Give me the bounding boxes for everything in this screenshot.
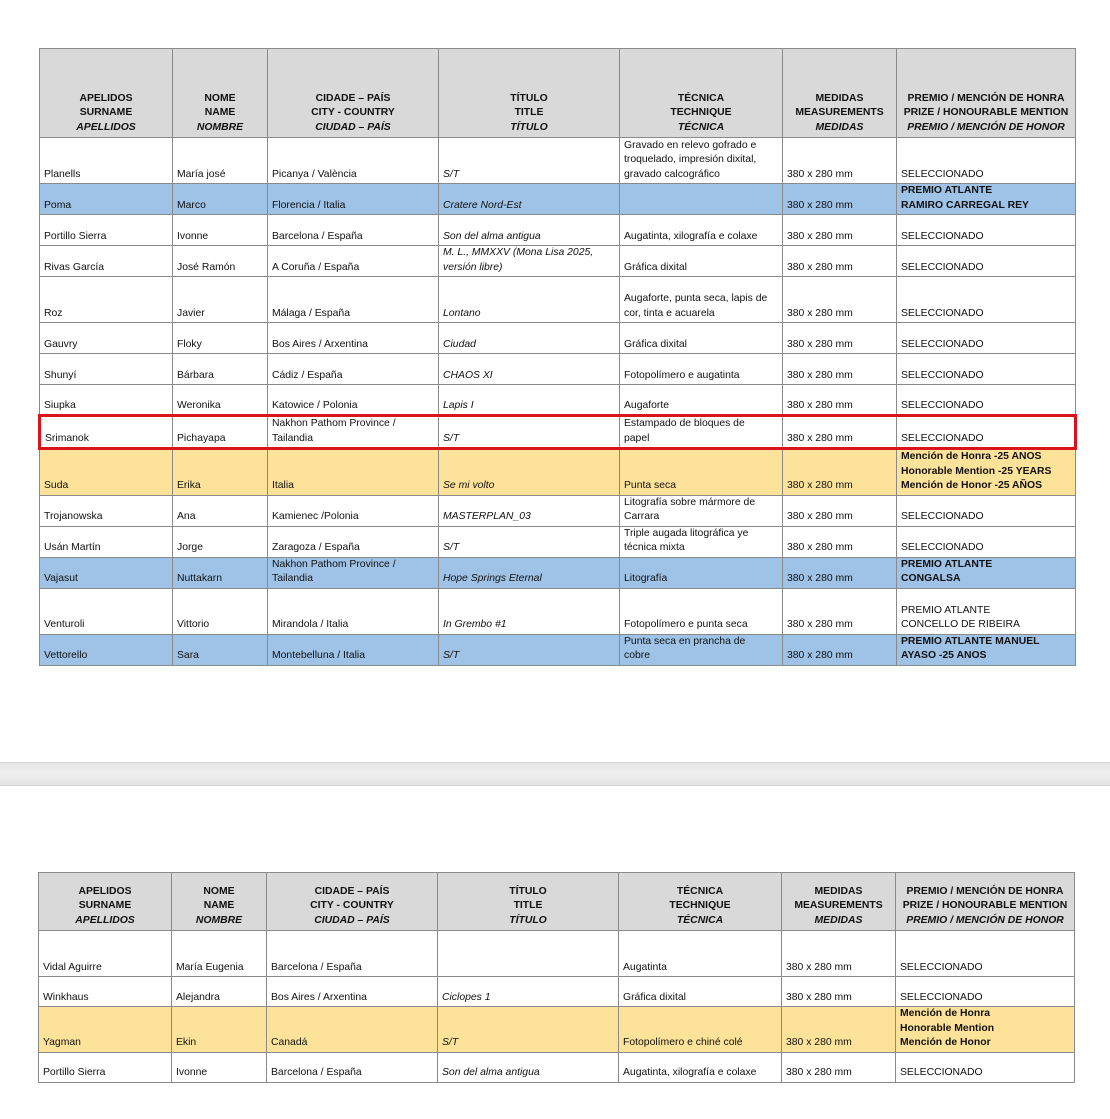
cell-city-country: Kamienec /Polonia: [268, 495, 439, 526]
cell-city-country: Katowice / Polonia: [268, 385, 439, 416]
cell-measurements: 380 x 280 mm: [783, 449, 897, 496]
cell-prize: Mención de Honra Honorable Mention Mención de Honor: [896, 1007, 1075, 1053]
table-row: [39, 977, 1075, 1007]
cell-prize: SELECCIONADO: [897, 526, 1076, 557]
cell-surname: Portillo Sierra: [39, 1052, 172, 1082]
cell-technique: Litografía sobre mármore de Carrara: [620, 495, 783, 526]
cell-measurements: 380 x 280 mm: [782, 931, 896, 977]
table-row: [40, 138, 1076, 184]
cell-surname: Poma: [40, 184, 173, 215]
cell-measurements: 380 x 280 mm: [783, 557, 897, 588]
cell-technique: Triple augada litográfica ye técnica mixta: [620, 526, 783, 557]
header-name: NOME NAME NOMBRE: [172, 873, 267, 931]
cell-prize: SELECCIONADO: [897, 416, 1076, 449]
cell-measurements: 380 x 280 mm: [783, 323, 897, 354]
cell-city-country: Barcelona / España: [267, 1052, 438, 1082]
cell-technique: Fotopolímero e augatinta: [620, 354, 783, 385]
cell-measurements: 380 x 280 mm: [782, 977, 896, 1007]
cell-name: Vittorio: [173, 588, 268, 634]
table-row: [39, 1007, 1075, 1053]
table-row: [39, 931, 1075, 977]
header-title: TÍTULO TITLE TÍTULO: [439, 49, 620, 138]
header-technique: TÉCNICA TECHNIQUE TÉCNICA: [620, 49, 783, 138]
cell-prize: Mención de Honra -25 ANOS Honorable Mention -25 YEARS Mención de Honor -25 AÑOS: [897, 449, 1076, 496]
cell-technique: Estampado de bloques de papel: [620, 416, 783, 449]
cell-city-country: Cádiz / España: [268, 354, 439, 385]
cell-technique: Gráfica dixital: [620, 323, 783, 354]
cell-technique: Punta seca en prancha de cobre: [620, 634, 783, 665]
cell-name: Javier: [173, 277, 268, 323]
cell-measurements: 380 x 280 mm: [783, 385, 897, 416]
cell-name: Pichayapa: [173, 416, 268, 449]
table-row: [39, 1052, 1075, 1082]
cell-name: Ivonne: [172, 1052, 267, 1082]
cell-title: M. L., MMXXV (Mona Lisa 2025, versión libre): [439, 246, 620, 277]
cell-prize: SELECCIONADO: [897, 354, 1076, 385]
header-technique: TÉCNICA TECHNIQUE TÉCNICA: [619, 873, 782, 931]
cell-technique: Gráfica dixital: [619, 977, 782, 1007]
cell-surname: Winkhaus: [39, 977, 172, 1007]
cell-technique: Augaforte, punta seca, lapis de cor, tinta e acuarela: [620, 277, 783, 323]
cell-surname: Roz: [40, 277, 173, 323]
cell-name: Ekin: [172, 1007, 267, 1053]
cell-technique: Gravado en relevo gofrado e troquelado, impresión dixital, gravado calcográfico: [620, 138, 783, 184]
cell-measurements: 380 x 280 mm: [783, 588, 897, 634]
cell-title: S/T: [439, 526, 620, 557]
table-row: [40, 215, 1076, 246]
cell-measurements: 380 x 280 mm: [782, 1052, 896, 1082]
header-city-country: CIDADE – PAÍS CITY - COUNTRY CIUDAD – PAÍS: [267, 873, 438, 931]
page-break-separator: [0, 762, 1110, 786]
cell-surname: Trojanowska: [40, 495, 173, 526]
header-name: NOME NAME NOMBRE: [173, 49, 268, 138]
table-body-page-1: [40, 138, 1076, 666]
cell-surname: Portillo Sierra: [40, 215, 173, 246]
cell-city-country: Barcelona / España: [268, 215, 439, 246]
table-row: [40, 526, 1076, 557]
cell-technique: Augatinta, xilografía e colaxe: [620, 215, 783, 246]
cell-city-country: Florencia / Italia: [268, 184, 439, 215]
cell-surname: Gauvry: [40, 323, 173, 354]
document-page-2: [0, 786, 1110, 1119]
cell-measurements: 380 x 280 mm: [782, 1007, 896, 1053]
cell-technique: Punta seca: [620, 449, 783, 496]
cell-city-country: A Coruña / España: [268, 246, 439, 277]
cell-measurements: 380 x 280 mm: [783, 634, 897, 665]
cell-prize: PREMIO ATLANTE MANUEL AYASO -25 ANOS: [897, 634, 1076, 665]
cell-name: Floky: [173, 323, 268, 354]
cell-prize: SELECCIONADO: [897, 495, 1076, 526]
cell-city-country: Mirandola / Italia: [268, 588, 439, 634]
cell-city-country: Canadá: [267, 1007, 438, 1053]
cell-title: Lapis I: [439, 385, 620, 416]
cell-name: José Ramón: [173, 246, 268, 277]
cell-title: S/T: [439, 138, 620, 184]
table-row: [40, 634, 1076, 665]
cell-surname: Vajasut: [40, 557, 173, 588]
table-row: [40, 184, 1076, 215]
cell-surname: Siupka: [40, 385, 173, 416]
results-table-page-1: [38, 48, 1077, 666]
table-row: [40, 354, 1076, 385]
cell-prize: SELECCIONADO: [897, 246, 1076, 277]
cell-title: Hope Springs Eternal: [439, 557, 620, 588]
cell-measurements: 380 x 280 mm: [783, 526, 897, 557]
cell-prize: PREMIO ATLANTE CONCELLO DE RIBEIRA: [897, 588, 1076, 634]
cell-city-country: Bos Aires / Arxentina: [267, 977, 438, 1007]
cell-measurements: 380 x 280 mm: [783, 215, 897, 246]
cell-city-country: Zaragoza / España: [268, 526, 439, 557]
cell-technique: Fotopolímero e chiné colé: [619, 1007, 782, 1053]
header-measurements: MEDIDAS MEASUREMENTS MEDIDAS: [783, 49, 897, 138]
cell-title: S/T: [439, 416, 620, 449]
cell-prize: SELECCIONADO: [896, 977, 1075, 1007]
cell-name: Sara: [173, 634, 268, 665]
cell-title: Son del alma antigua: [439, 215, 620, 246]
cell-title: Ciudad: [439, 323, 620, 354]
cell-city-country: Bos Aires / Arxentina: [268, 323, 439, 354]
cell-technique: Litografía: [620, 557, 783, 588]
cell-prize: SELECCIONADO: [896, 1052, 1075, 1082]
cell-city-country: Nakhon Pathom Province / Tailandia: [268, 416, 439, 449]
cell-measurements: 380 x 280 mm: [783, 277, 897, 323]
cell-title: [438, 931, 619, 977]
cell-title: In Grembo #1: [439, 588, 620, 634]
cell-measurements: 380 x 280 mm: [783, 354, 897, 385]
cell-surname: Usán Martín: [40, 526, 173, 557]
table-row: [40, 246, 1076, 277]
cell-name: Erika: [173, 449, 268, 496]
cell-title: Ciclopes 1: [438, 977, 619, 1007]
cell-prize: SELECCIONADO: [897, 323, 1076, 354]
table-row: [40, 495, 1076, 526]
cell-name: María Eugenia: [172, 931, 267, 977]
cell-measurements: 380 x 280 mm: [783, 184, 897, 215]
cell-surname: Srimanok: [40, 416, 173, 449]
cell-city-country: Nakhon Pathom Province / Tailandia: [268, 557, 439, 588]
cell-name: Marco: [173, 184, 268, 215]
cell-name: Bárbara: [173, 354, 268, 385]
cell-technique: Augaforte: [620, 385, 783, 416]
table-row: [40, 449, 1076, 496]
header-city-country: CIDADE – PAÍS CITY - COUNTRY CIUDAD – PAÍS: [268, 49, 439, 138]
cell-name: Alejandra: [172, 977, 267, 1007]
table-row: [40, 588, 1076, 634]
cell-surname: Venturoli: [40, 588, 173, 634]
cell-name: María josé: [173, 138, 268, 184]
cell-technique: [620, 184, 783, 215]
cell-title: Cratere Nord-Est: [439, 184, 620, 215]
header-measurements: MEDIDAS MEASUREMENTS MEDIDAS: [782, 873, 896, 931]
cell-prize: SELECCIONADO: [897, 385, 1076, 416]
cell-name: Weronika: [173, 385, 268, 416]
cell-surname: Vidal Aguirre: [39, 931, 172, 977]
cell-title: MASTERPLAN_03: [439, 495, 620, 526]
cell-prize: SELECCIONADO: [896, 931, 1075, 977]
cell-technique: Augatinta: [619, 931, 782, 977]
cell-city-country: Italia: [268, 449, 439, 496]
cell-name: Nuttakarn: [173, 557, 268, 588]
header-surname: APELIDOS SURNAME APELLIDOS: [39, 873, 172, 931]
cell-surname: Rivas García: [40, 246, 173, 277]
cell-city-country: Montebelluna / Italia: [268, 634, 439, 665]
table-body-page-2: [39, 931, 1075, 1083]
cell-measurements: 380 x 280 mm: [783, 416, 897, 449]
cell-prize: SELECCIONADO: [897, 138, 1076, 184]
cell-title: S/T: [439, 634, 620, 665]
table-header-row: [40, 49, 1076, 138]
cell-title: Lontano: [439, 277, 620, 323]
cell-surname: Suda: [40, 449, 173, 496]
header-title: TÍTULO TITLE TÍTULO: [438, 873, 619, 931]
header-prize: PREMIO / MENCIÓN DE HONRA PRIZE / HONOURABLE MENTION PREMIO / MENCIÓN DE HONOR: [897, 49, 1076, 138]
cell-prize: SELECCIONADO: [897, 277, 1076, 323]
cell-measurements: 380 x 280 mm: [783, 495, 897, 526]
table-header-row: [39, 873, 1075, 931]
cell-title: CHAOS XI: [439, 354, 620, 385]
cell-technique: Augatinta, xilografía e colaxe: [619, 1052, 782, 1082]
cell-surname: Yagman: [39, 1007, 172, 1053]
cell-prize: PREMIO ATLANTE CONGALSA: [897, 557, 1076, 588]
table-row: [40, 385, 1076, 416]
cell-surname: Shunyí: [40, 354, 173, 385]
cell-prize: SELECCIONADO: [897, 215, 1076, 246]
cell-city-country: Barcelona / España: [267, 931, 438, 977]
cell-title: Son del alma antigua: [438, 1052, 619, 1082]
table-row: [40, 277, 1076, 323]
cell-technique: Fotopolímero e punta seca: [620, 588, 783, 634]
cell-city-country: Málaga / España: [268, 277, 439, 323]
cell-city-country: Picanya / València: [268, 138, 439, 184]
cell-title: Se mi volto: [439, 449, 620, 496]
cell-surname: Planells: [40, 138, 173, 184]
cell-title: S/T: [438, 1007, 619, 1053]
table-row: [40, 323, 1076, 354]
cell-surname: Vettorello: [40, 634, 173, 665]
cell-prize: PREMIO ATLANTE RAMIRO CARREGAL REY: [897, 184, 1076, 215]
cell-measurements: 380 x 280 mm: [783, 246, 897, 277]
cell-name: Jorge: [173, 526, 268, 557]
cell-name: Ana: [173, 495, 268, 526]
header-prize: PREMIO / MENCIÓN DE HONRA PRIZE / HONOURABLE MENTION PREMIO / MENCIÓN DE HONOR: [896, 873, 1075, 931]
table-row: [40, 416, 1076, 449]
cell-name: Ivonne: [173, 215, 268, 246]
cell-measurements: 380 x 280 mm: [783, 138, 897, 184]
cell-technique: Gráfica dixital: [620, 246, 783, 277]
results-table-page-2: [38, 872, 1075, 1083]
header-surname: APELIDOS SURNAME APELLIDOS: [40, 49, 173, 138]
table-row: [40, 557, 1076, 588]
